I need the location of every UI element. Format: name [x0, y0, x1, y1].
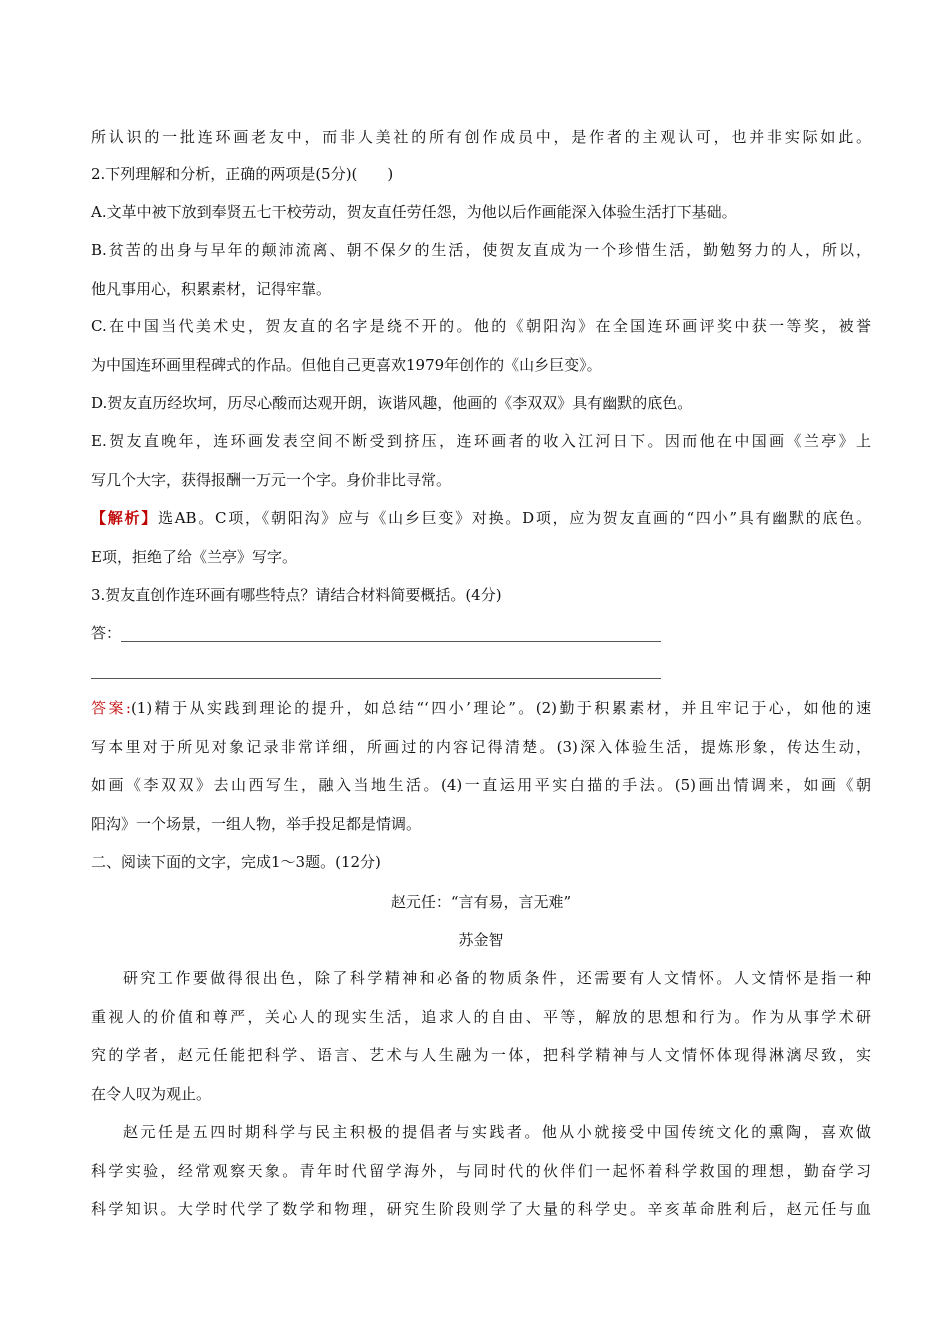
q2-analysis-line1 [91, 508, 871, 528]
answer-blank-line-1[interactable] [121, 641, 661, 642]
answer-key-tag: 答案: [91, 699, 131, 717]
section2-heading: 二、阅读下面的文字，完成1～3题。(12分) [91, 853, 381, 871]
paragraph2-line3: 科学知识。大学时代学了数学和物理，研究生阶段则学了大量的科学史。辛亥革命胜利后，赵元任与血 [91, 1200, 871, 1218]
q2-option-c-line1: C.在中国当代美术史，贺友直的名字是绕不开的。他的《朝阳沟》在全国连环画评奖中获一等奖，被誉 [91, 317, 871, 335]
q3-key-line1 [91, 698, 871, 718]
analysis-text: 选AB。C项，《朝阳沟》应与《山乡巨变》对换。D项，应为贺友直画的“四小”具有幽默的底色。 [157, 509, 871, 527]
answer-blank-line-2[interactable] [91, 678, 661, 679]
q2-option-e-line2: 写几个大字，获得报酬一万元一个字。身价非比寻常。 [91, 471, 452, 489]
q3-answer-label: 答： [91, 624, 122, 642]
q2-option-c-line2: 为中国连环画里程碑式的作品。但他自己更喜欢1979年创作的《山乡巨变》。 [91, 356, 602, 374]
q3-key-line4: 阳沟》一个场景，一组人物，举手投足都是情调。 [91, 815, 422, 833]
paragraph1-line1: 研究工作要做得很出色，除了科学精神和必备的物质条件，还需要有人文情怀。人文情怀是指一种 [123, 969, 871, 987]
q2-option-a: A.文革中被下放到奉贤五七干校劳动，贺友直任劳任怨，为他以后作画能深入体验生活打下基础。 [91, 203, 737, 221]
q3-stem: 3.贺友直创作连环画有哪些特点？请结合材料简要概括。(4分) [91, 586, 502, 604]
q2-analysis-line2: E项，拒绝了给《兰亭》写字。 [91, 548, 297, 566]
q2-option-b-line2: 他凡事用心，积累素材，记得牢靠。 [91, 280, 332, 298]
q2-option-d: D.贺友直历经坎坷，历尽心酸而达观开朗，诙谐风趣，他画的《李双双》具有幽默的底色。 [91, 394, 693, 412]
paragraph2-line1: 赵元任是五四时期科学与民主积极的提倡者与实践者。他从小就接受中国传统文化的熏陶，喜欢做 [123, 1123, 871, 1141]
paragraph1-line2: 重视人的价值和尊严，关心人的现实生活，追求人的自由、平等，解放的思想和行为。作为从事学术研 [91, 1008, 871, 1026]
paragraph1-line3: 究的学者，赵元任能把科学、语言、艺术与人生融为一体，把科学精神与人文情怀体现得淋漓尽致，实 [91, 1046, 871, 1064]
q2-option-e-line1: E.贺友直晚年，连环画发表空间不断受到挤压，连环画者的收入江河日下。因而他在中国画《兰亭》上 [91, 432, 871, 450]
q1-tail-line: 所认识的一批连环画老友中，而非人美社的所有创作成员中，是作者的主观认可，也并非实际如此。 [91, 128, 871, 146]
paragraph1-line4: 在令人叹为观止。 [91, 1085, 212, 1103]
answer-key-text: (1)精于从实践到理论的提升，如总结“‘四小’理论”。(2)勤于积累素材，并且牢记于心，如他的速 [130, 699, 871, 717]
q3-key-line2: 写本里对于所见对象记录非常详细，所画过的内容记得清楚。(3)深入体验生活，提炼形象，传达生动， [91, 738, 871, 756]
q2-stem: 2.下列理解和分析，正确的两项是(5分)( ) [91, 165, 394, 183]
q3-key-line3: 如画《李双双》去山西写生，融入当地生活。(4)一直运用平实白描的手法。(5)画出情调来，如画《朝 [91, 776, 871, 794]
q2-option-b-line1: B.贫苦的出身与早年的颠沛流离、朝不保夕的生活，使贺友直成为一个珍惜生活，勤勉努力的人，所以， [91, 241, 871, 259]
article-title: 赵元任：“言有易，言无难” [390, 893, 572, 911]
analysis-tag: 【解析】 [91, 509, 158, 527]
article-author: 苏金智 [458, 931, 504, 949]
paragraph2-line2: 科学实验，经常观察天象。青年时代留学海外，与同时代的伙伴们一起怀着科学救国的理想，勤奋学习 [91, 1162, 871, 1180]
